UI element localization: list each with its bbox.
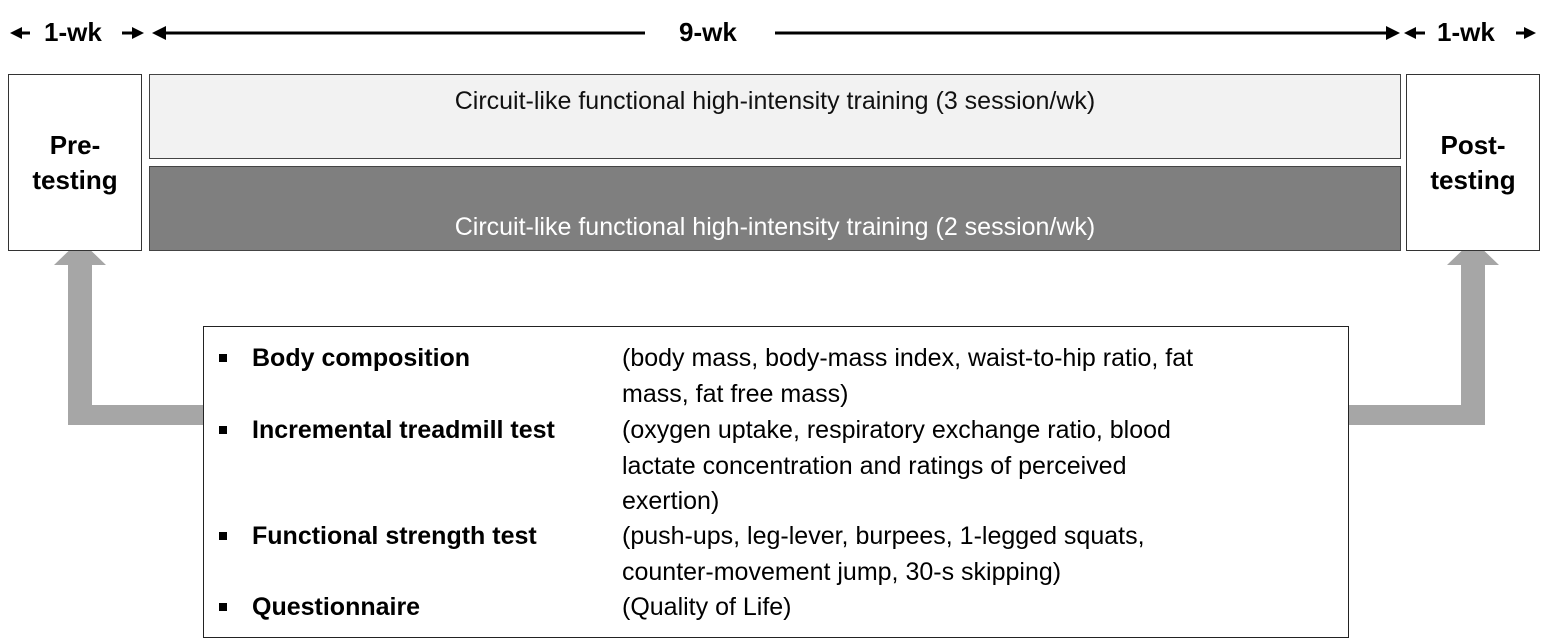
- pre-duration-label: 1-wk: [38, 17, 108, 47]
- post-testing-box: [1406, 74, 1540, 251]
- outcome-detail: (body mass, body-mass index, waist-to-hip ratio, fat mass, fat free mass): [622, 344, 1194, 408]
- outcome-detail: (Quality of Life): [622, 593, 792, 621]
- main-left-arrowhead: [152, 26, 166, 40]
- outcome-detail: (oxygen uptake, respiratory exchange ratio, blood lactate concentration and ratings of perceived exertion): [622, 416, 1171, 515]
- pre-testing-label: Pre- testing: [32, 129, 118, 195]
- main-right-arrowhead: [1386, 26, 1400, 40]
- post-testing-connector-arrow: [1348, 240, 1499, 425]
- training-group-a-bar: [149, 74, 1401, 159]
- training-group-b-bar: [149, 166, 1401, 277]
- training-group-a-label: Circuit-like functional high-intensity training (3 session/wk): [454, 87, 1096, 115]
- post-testing-label: Post- testing: [1430, 129, 1516, 195]
- outcome-measures-box: [203, 326, 1349, 638]
- outcome-item: [204, 341, 1348, 413]
- pre-testing-box: [8, 74, 142, 251]
- main-duration-label: 9-wk: [673, 17, 743, 47]
- outcome-name: Functional strength test: [252, 522, 537, 550]
- outcome-name: Incremental treadmill test: [252, 416, 555, 444]
- pre-right-arrowhead: [132, 27, 144, 39]
- timeline-arrows: [0, 0, 1547, 70]
- bullet-icon: [219, 532, 227, 540]
- pre-testing-connector-arrow: [54, 240, 206, 425]
- outcome-item: [204, 519, 1348, 591]
- outcome-name: Questionnaire: [252, 593, 421, 621]
- bullet-icon: [219, 603, 227, 611]
- outcome-detail: (push-ups, leg-lever, burpees, 1-legged squats, counter-movement jump, 30-s skipping): [622, 522, 1145, 586]
- outcome-item: [204, 590, 1348, 626]
- bullet-icon: [219, 354, 227, 362]
- training-group-b-label: Circuit-like functional high-intensity training (2 session/wk) combined with high-volume low-intensity exercise (1 session/wk): [417, 213, 1133, 277]
- post-right-arrowhead: [1524, 27, 1536, 39]
- outcome-name: Body composition: [252, 344, 471, 372]
- outcome-item: [204, 413, 1348, 520]
- post-duration-label: 1-wk: [1431, 17, 1501, 47]
- pre-left-arrowhead: [10, 27, 22, 39]
- bullet-icon: [219, 426, 227, 434]
- post-left-arrowhead: [1404, 27, 1416, 39]
